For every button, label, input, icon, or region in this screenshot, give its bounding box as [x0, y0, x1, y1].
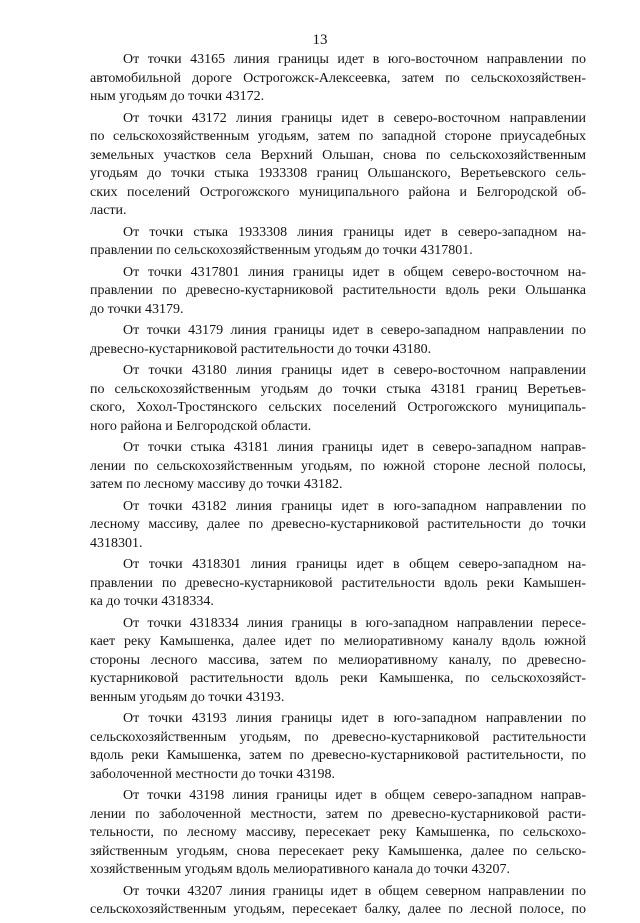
text-line: От точки стыка 1933308 линия границы идет в северо-западном на- [123, 224, 586, 240]
paragraph [90, 883, 586, 920]
paragraph [90, 362, 586, 436]
paragraph [90, 615, 586, 708]
paragraph [90, 51, 586, 107]
text-line: лении по заболоченной местности, затем по древесно-кустарниковой расти- [90, 806, 586, 822]
text-line: От точки 43179 линия границы идет в северо-западном направлении по [123, 323, 586, 338]
page-number: 13 [312, 32, 328, 48]
paragraph [90, 498, 586, 554]
text-line: зяйственным угодьям, снова пересекает реку Камышенка, далее по сельско- [90, 843, 586, 859]
paragraph [90, 787, 586, 880]
text-line: ного района и Белгородской области. [90, 418, 312, 434]
text-line: От точки 43165 линия границы идет в юго-восточном направлении по [123, 52, 586, 67]
text-line: От точки 43180 линия границы идет в северо-восточном направлении [123, 363, 586, 378]
text-line: стороны лесного массива, затем по мелиоративному каналу, по древесно- [90, 652, 586, 668]
text-line: ласти. [90, 203, 127, 218]
text-line: земельных участков села Верхний Ольшан, снова по сельскохозяйственным [90, 147, 586, 163]
text-line: ских поселений Острогожского муниципального района и Белгородской об- [90, 184, 586, 200]
text-line: правлении по древесно-кустарниковой растительности вдоль реки Камышен- [90, 575, 586, 591]
document-text [90, 51, 586, 923]
paragraph [90, 264, 586, 320]
text-line: От точки 4318301 линия границы идет в общем северо-западном на- [123, 557, 586, 572]
text-line: кает реку Камышенка, далее идет по мелиоративному каналу вдоль южной [90, 634, 586, 649]
text-line: От точки 43182 линия границы идет в юго-западном направлении по [123, 498, 586, 514]
text-line: затем по лесному массиву до точки 43182. [90, 477, 343, 492]
text-line: до точки 43179. [90, 301, 184, 317]
text-line: заболоченной местности до точки 43198. [90, 766, 335, 782]
text-line: хозяйственным угодьям вдоль мелиоративного канала до точки 43207. [90, 862, 510, 877]
text-line: вдоль реки Камышенка, затем по древесно-кустарниковой растительности, по [90, 748, 586, 763]
text-line: От точки 43198 линия границы идет в общем северо-западном направ- [123, 788, 586, 803]
paragraph [90, 710, 586, 784]
text-line: правлении по древесно-кустарниковой растительности вдоль реки Ольшанка [90, 283, 586, 298]
paragraph [90, 439, 586, 495]
text-line: правлении по сельскохозяйственным угодьям до точки 4317801. [90, 243, 473, 258]
text-line: ка до точки 4318334. [90, 594, 214, 609]
text-line: От точки 43207 линия границы идет в общем северном направлении по [123, 883, 586, 899]
text-line: автомобильной дороге Острогожск-Алексеевка, затем по сельскохозяйствен- [90, 70, 586, 86]
text-line: сельскохозяйственным угодьям, пересекает балку, далее по лесной полосе, по [90, 902, 586, 917]
text-line: угодьям до точки стыка 1933308 границ Ольшанского, Веретьевского сель- [90, 166, 586, 181]
text-line: От точки стыка 43181 линия границы идет в северо-западном направ- [123, 440, 586, 455]
text-line: лении по сельскохозяйственным угодьям, по южной стороне лесной полосы, [90, 458, 586, 474]
text-line: ского, Хохол-Тростянского сельских поселений Острогожского муниципаль- [90, 400, 586, 415]
paragraph [90, 110, 586, 221]
text-line: 4318301. [90, 535, 143, 551]
text-line: ным угодьям до точки 43172. [90, 89, 265, 104]
text-line: по сельскохозяйственным угодьям, затем по западной стороне приусадебных [90, 129, 586, 144]
text-line: кустарниковой растительности вдоль реки Камышенка, по сельскохозяйст- [90, 671, 586, 686]
text-line: венным угодьям до точки 43193. [90, 689, 285, 705]
paragraph [90, 556, 586, 612]
text-line: сельскохозяйственным угодьям, по древесно-кустарниковой растительности [90, 729, 586, 745]
text-line: по сельскохозяйственным угодьям до точки стыка 43181 границ Веретьев- [90, 381, 586, 397]
text-line: От точки 4317801 линия границы идет в общем северо-восточном на- [123, 264, 586, 280]
paragraph [90, 322, 586, 359]
text-line: От точки 43172 линия границы идет в северо-восточном направлении [123, 110, 586, 126]
text-line: От точки 4318334 линия границы в юго-западном направлении пересе- [123, 615, 586, 631]
text-line: тельности, по лесному массиву, пересекает реку Камышенка, по сельскохо- [90, 825, 586, 840]
text-line: лесному массиву, далее по древесно-кустарниковой растительности до точки [90, 517, 586, 532]
text-line: От точки 43193 линия границы идет в юго-западном направлении по [123, 711, 586, 726]
text-line: древесно-кустарниковой растительности до точки 43180. [90, 341, 432, 357]
paragraph [90, 224, 586, 261]
